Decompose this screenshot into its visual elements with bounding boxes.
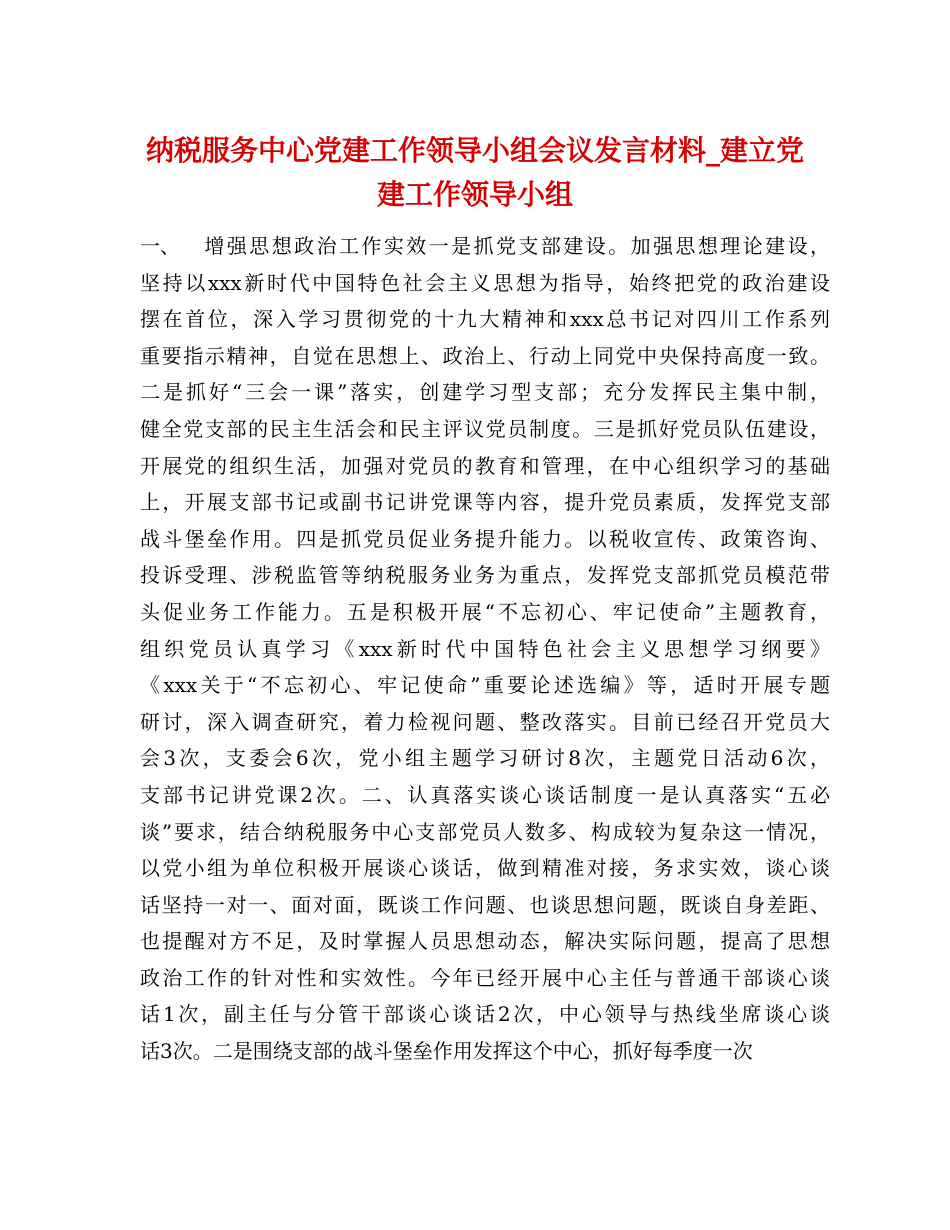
- body-line: 组织党员认真学习《xxx新时代中国特色社会主义思想学习纲要》: [140, 636, 830, 661]
- body-line: [140, 228, 830, 265]
- body-line: 坚持以xxx新时代中国特色社会主义思想为指导，始终把党的政治建设: [140, 270, 830, 295]
- body-line: 以党小组为单位积极开展谈心谈话，做到精准对接，务求实效，谈心谈: [140, 856, 830, 881]
- body-line: 摆在首位，深入学习贯彻党的十九大精神和xxx总书记对四川工作系列: [140, 307, 830, 332]
- body-line: 重要指示精神，自觉在思想上、政治上、行动上同党中央保持高度一致。: [140, 343, 830, 368]
- body-line: 投诉受理、涉税监管等纳税服务业务为重点，发挥党支部抓党员模范带: [140, 563, 830, 588]
- body-line: 话3次。二是围绕支部的战斗堡垒作用发挥这个中心，抓好每季度一次: [140, 1039, 753, 1064]
- document-title-line-1: 纳税服务中心党建工作领导小组会议发言材料_建立党: [145, 134, 804, 167]
- body-line-text: 增强思想政治工作实效一是抓党支部建设。加强思想理论建设，: [202, 234, 830, 258]
- document-body: [140, 228, 830, 1070]
- body-line: 支部书记讲党课2次。二、认真落实谈心谈话制度一是认真落实“五必: [140, 782, 830, 807]
- body-line: 战斗堡垒作用。四是抓党员促业务提升能力。以税收宣传、政策咨询、: [140, 526, 830, 551]
- body-line: 会3次，支委会6次，党小组主题学习研讨8次，主题党日活动6次，: [140, 746, 830, 771]
- body-line: 研讨，深入调查研究，着力检视问题、整改落实。目前已经召开党员大: [140, 709, 830, 734]
- body-line: 话1次，副主任与分管干部谈心谈话2次，中心领导与热线坐席谈心谈: [140, 1002, 830, 1027]
- body-line: 谈”要求，结合纳税服务中心支部党员人数多、构成较为复杂这一情况，: [140, 819, 830, 844]
- body-line: 《xxx关于“不忘初心、牢记使命”重要论述选编》等，适时开展专题: [140, 673, 830, 698]
- body-line: 也提醒对方不足，及时掌握人员思想动态，解决实际问题，提高了思想: [140, 929, 830, 954]
- body-line: 话坚持一对一、面对面，既谈工作问题、也谈思想问题，既谈自身差距、: [140, 892, 830, 917]
- body-line: 头促业务工作能力。五是积极开展“不忘初心、牢记使命”主题教育，: [140, 599, 830, 624]
- body-line: 健全党支部的民主生活会和民主评议党员制度。三是抓好党员队伍建设，: [140, 416, 830, 441]
- section-number: 一、: [140, 234, 180, 258]
- body-line: 二是抓好“三会一课”落实，创建学习型支部；充分发挥民主集中制，: [140, 380, 830, 405]
- body-line: 开展党的组织生活，加强对党员的教育和管理，在中心组织学习的基础: [140, 453, 830, 478]
- body-line: 上，开展支部书记或副书记讲党课等内容，提升党员素质，发挥党支部: [140, 490, 830, 515]
- body-line: 政治工作的针对性和实效性。今年已经开展中心主任与普通干部谈心谈: [140, 965, 830, 990]
- document-title-line-2: 建工作领导小组: [376, 178, 573, 211]
